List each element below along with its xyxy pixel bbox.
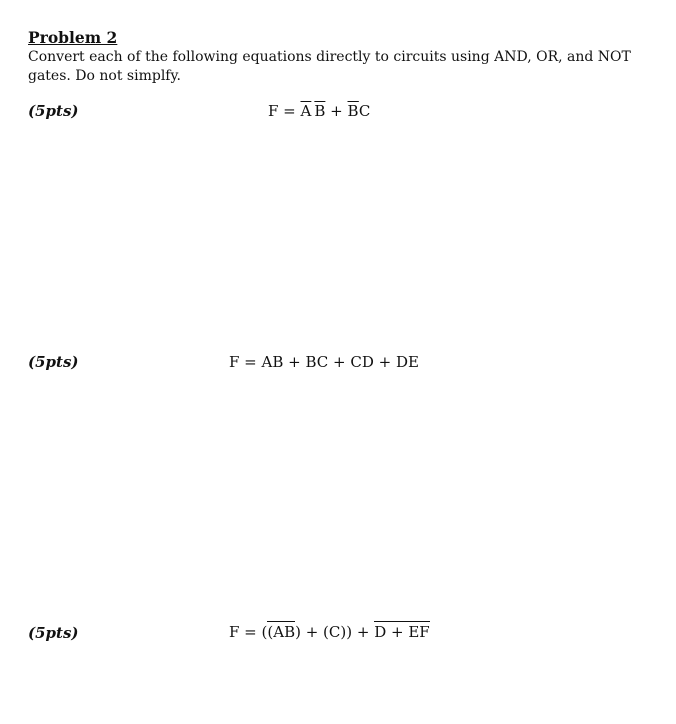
eq1-not-b: $\overline{B}$ bbox=[314, 102, 326, 120]
eq3-open: ( bbox=[267, 623, 274, 641]
problem-title: Problem 2 bbox=[28, 28, 118, 47]
part-1-points: (5pts) bbox=[28, 102, 79, 120]
eq3-not-group bbox=[267, 621, 295, 641]
part-3-equation bbox=[229, 623, 430, 641]
part-1-equation bbox=[268, 102, 370, 120]
eq1-c: C bbox=[358, 102, 371, 120]
eq1-plus: + bbox=[325, 102, 348, 120]
eq3-lhs: F = ( bbox=[229, 623, 268, 641]
eq1-not-a: $\overline{A}$ bbox=[300, 102, 312, 120]
part-3-points: (5pts) bbox=[28, 624, 79, 642]
part-2-points: (5pts) bbox=[28, 353, 79, 371]
part-2-equation: F = AB + BC + CD + DE bbox=[229, 353, 419, 371]
eq3-ab: AB bbox=[273, 623, 296, 641]
problem-instructions: Convert each of the following equations directly to circuits using AND, OR, and NOT gates. Do not simplfy. bbox=[28, 49, 631, 84]
eq1-lhs: F = bbox=[268, 102, 301, 120]
eq1-not-b2: $\overline{B}$ bbox=[347, 102, 359, 120]
eq3-mid: ) + (C)) + bbox=[295, 623, 375, 641]
eq3-not-tail: D + EF bbox=[374, 623, 430, 641]
